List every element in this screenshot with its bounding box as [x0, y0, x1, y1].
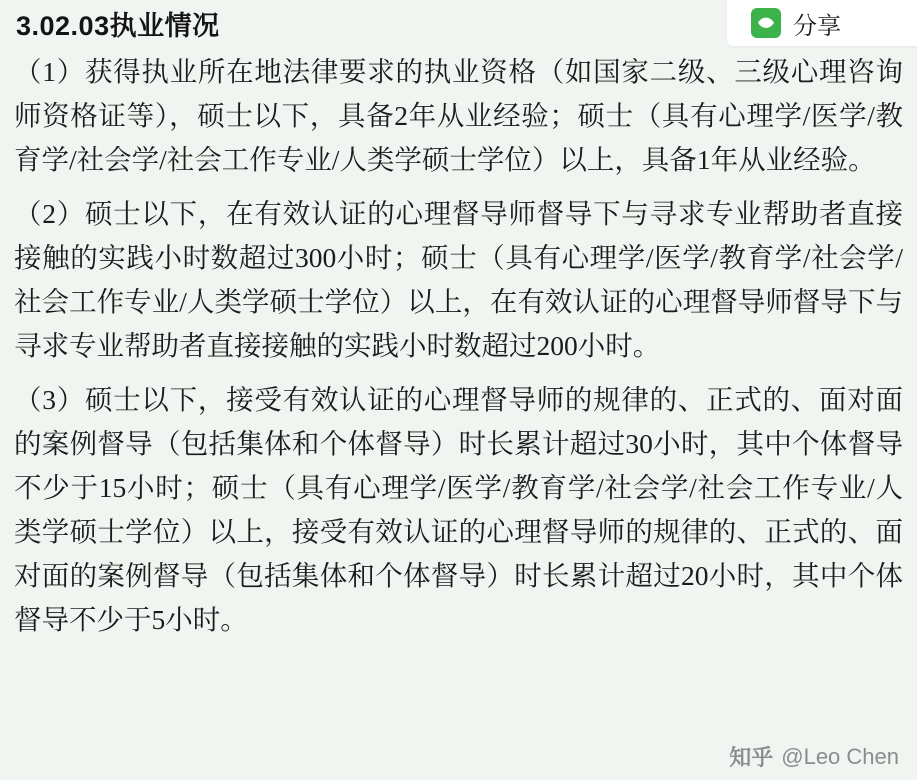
- paragraph-3: （3）硕士以下，接受有效认证的心理督导师的规律的、正式的、面对面的案例督导（包括集体和个体督导）时长累计超过30小时，其中个体督导不少于15小时；硕士（具有心理学/医学/教育学/社会学/社会工作专业/人类学硕士学位）以上，接受有效认证的心理督导师的规律的、正式的、面对面的案例督导（包括集体和个体督导）时长累计超过20小时，其中个体督导不少于5小时。: [14, 384, 903, 635]
- paragraph-2: （2）硕士以下，在有效认证的心理督导师督导下与寻求专业帮助者直接接触的实践小时数超过300小时；硕士（具有心理学/医学/教育学/社会学/社会工作专业/人类学硕士学位）以上，在有效认证的心理督导师督导下与寻求专业帮助者直接接触的实践小时数超过200小时。: [14, 198, 903, 361]
- watermark-logo: 知乎: [729, 745, 774, 770]
- share-heart-icon: [751, 8, 781, 38]
- section-heading: 3.02.03执业情况: [16, 11, 220, 41]
- watermark-username: @Leo Chen: [781, 743, 899, 769]
- watermark: [729, 741, 899, 772]
- paragraph-1: （1）获得执业所在地法律要求的执业资格（如国家二级、三级心理咨询师资格证等），硕士以下，具备2年从业经验；硕士（具有心理学/医学/教育学/社会学/社会工作专业/人类学硕士学位）以上，具备1年从业经验。: [14, 56, 903, 175]
- share-button-label: 分享: [793, 12, 841, 40]
- share-button[interactable]: [727, 0, 917, 46]
